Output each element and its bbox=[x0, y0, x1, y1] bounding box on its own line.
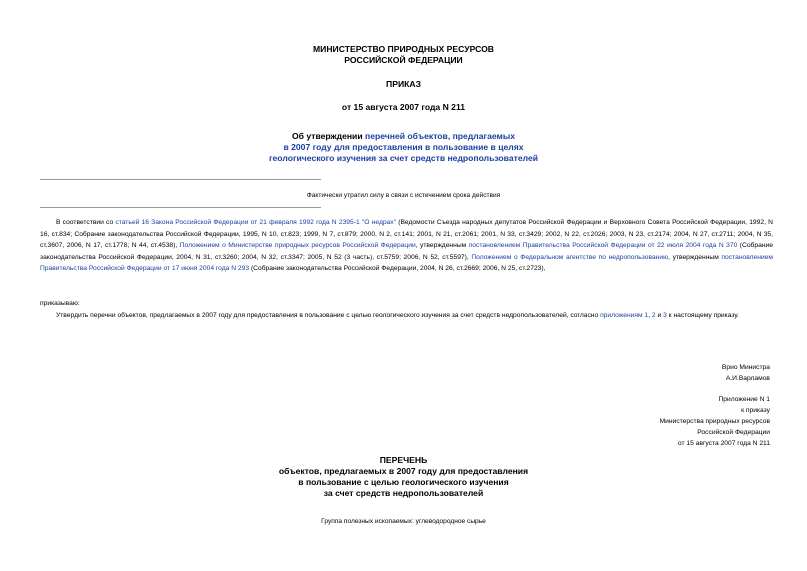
preamble-paragraph bbox=[40, 217, 773, 275]
link-appendix-1[interactable]: приложениям 1 bbox=[600, 312, 649, 319]
list-title-line1: объектов, предлагаемых в 2007 году для предоставления bbox=[278, 466, 529, 476]
title-link-part3[interactable]: геологического изучения за счет средств недропользователей bbox=[268, 153, 539, 163]
ministry-name-line1: МИНИСТЕРСТВО ПРИРОДНЫХ РЕСУРСОВ bbox=[313, 44, 494, 54]
link-government-decree-293[interactable]: постановлением Правительства Российской Федерации от 17 июня 2004 года N 293 bbox=[40, 253, 773, 272]
signer-position: Врио Министра bbox=[721, 364, 770, 371]
order-word: приказываю: bbox=[40, 300, 80, 307]
link-government-decree-370[interactable]: постановлением Правительства Российской Федерации от 22 июля 2004 года N 370 bbox=[468, 242, 738, 249]
list-heading: ПЕРЕЧЕНЬ bbox=[379, 455, 428, 465]
signer-name: А.И.Варламов bbox=[725, 375, 770, 382]
preamble-text-3: , утвержденным bbox=[415, 242, 469, 249]
link-ministry-regulation[interactable]: Положением о Министерстве природных ресурсов Российской Федерации bbox=[179, 242, 416, 249]
divider-top bbox=[40, 179, 321, 180]
order-text-2: к настоящему приказу. bbox=[666, 312, 739, 319]
document-date: от 15 августа 2007 года N 211 bbox=[341, 102, 466, 112]
appendix-line-3: Министерства природных ресурсов bbox=[659, 418, 770, 425]
link-law-on-subsoil[interactable]: статьей 16 Закона Российской Федерации от 21 февраля 1992 года N 2395-1 "О недрах" bbox=[115, 219, 396, 226]
title-link-part1[interactable]: перечней объектов, предлагаемых bbox=[365, 131, 516, 141]
status-note: Фактически утратил силу в связи с истечением срока действия bbox=[306, 192, 501, 199]
list-title-line3: за счет средств недропользователей bbox=[323, 488, 484, 498]
title-link-part2[interactable]: в 2007 году для предоставления в пользование в целях bbox=[283, 142, 524, 152]
link-appendix-3[interactable]: 3 bbox=[663, 312, 667, 319]
link-agency-regulation[interactable]: Положением о Федеральном агентстве по недропользованию bbox=[471, 253, 669, 261]
divider-bottom bbox=[40, 207, 321, 208]
preamble-text-2: (Ведомости Съезда народных депутатов Российской Федерации и Верховного Совета Российской Федерации, 1992, N 16, ст.834; Собрание законодательства Российской Федерации, 1995, N 10, ст.823; 1999, N 7, ст.879; 2000, N 2, ст.141; 2001, N 21, ст.2061; 2001, N 33, ст.3429; 2002, N 22, ст.2026; 2003, N 23, ст.2174; 2004, N 27, ст.2711; 2004, N 35, ст.3607, 2006, N 17, ст.1778; N 44, ст.4538), bbox=[40, 219, 773, 249]
preamble-text-5: , утвержденным bbox=[668, 253, 722, 261]
preamble-text-4: (Собрание законодательства Российской Федерации, 2004, N 31, ст.3260; 2004, N 32, ст.3347; 2005, N 52 (3 часть), ст.5759; 2006, N 52, ст.5597), bbox=[40, 242, 773, 261]
list-title-line2: в пользование с целью геологического изучения bbox=[298, 477, 509, 487]
order-paragraph bbox=[40, 310, 773, 322]
order-sep-2: и bbox=[655, 312, 664, 319]
appendix-header bbox=[550, 394, 770, 449]
appendix-line-5: от 15 августа 2007 года N 211 bbox=[677, 440, 770, 447]
document-type: ПРИКАЗ bbox=[386, 79, 421, 89]
mineral-group-note: Группа полезных ископаемых: углеводородное сырье bbox=[321, 518, 486, 525]
appendix-line-1: Приложение N 1 bbox=[718, 396, 770, 403]
order-text-1: Утвердить перечни объектов, предлагаемых в 2007 году для предоставления в пользование с целью геологического изучения за счет средств недропользователей, согласно bbox=[56, 312, 601, 319]
title-line1 bbox=[0, 131, 807, 141]
appendix-line-2: к приказу bbox=[741, 407, 770, 414]
preamble-text-1: В соответствии со bbox=[56, 219, 116, 226]
appendix-line-4: Российской Федерации bbox=[697, 429, 770, 436]
signature-block bbox=[550, 362, 770, 384]
title-prefix: Об утверждении bbox=[291, 131, 365, 141]
order-sep-1: , bbox=[648, 312, 652, 319]
ministry-name-line2: РОССИЙСКОЙ ФЕДЕРАЦИИ bbox=[344, 55, 463, 65]
preamble-text-6: (Собрание законодательства Российской Федерации, 2004, N 26, ст.2669; 2006, N 25, ст.2723), bbox=[249, 265, 546, 272]
link-appendix-2[interactable]: 2 bbox=[651, 312, 656, 319]
